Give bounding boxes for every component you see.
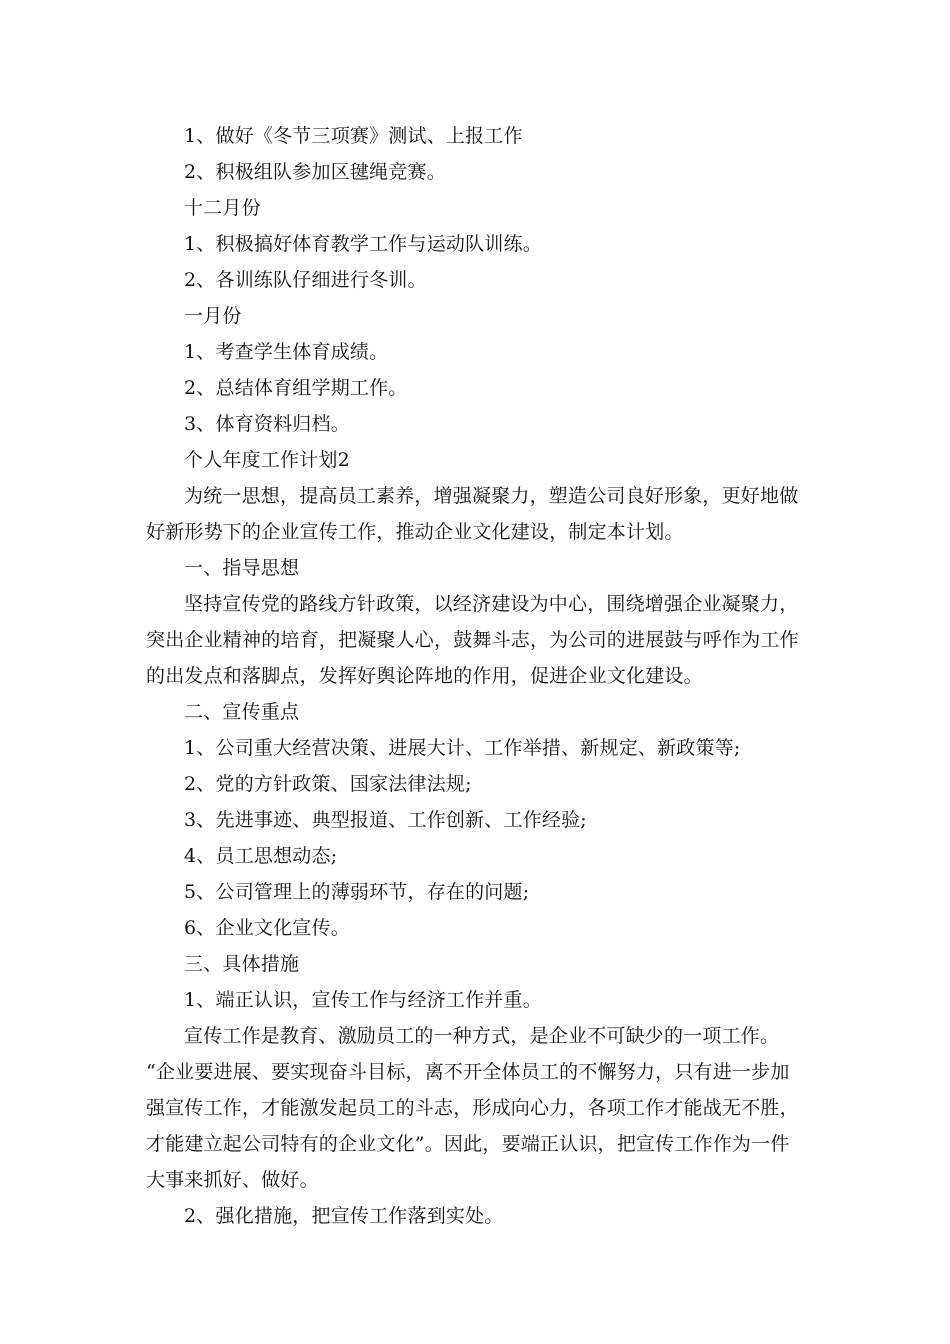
- guiding-thought-paragraph: [146, 586, 804, 694]
- list-item: 6、企业文化宣传。: [184, 917, 350, 939]
- paragraph-line: 坚持宣传党的路线方针政策，以经济建设为中心，围绕增强企业凝聚力，: [184, 593, 799, 615]
- list-item: 2、党的方针政策、国家法律法规;: [184, 773, 472, 795]
- section-heading: 一、指导思想: [184, 557, 300, 579]
- list-item: 1、端正认识，宣传工作与经济工作并重。: [184, 989, 542, 1011]
- paragraph-line: 宣传工作是教育、激励员工的一种方式，是企业不可缺少的一项工作。: [184, 1025, 780, 1047]
- paragraph-line: 大事来抓好、做好。: [146, 1169, 319, 1191]
- measures-paragraph: [146, 1018, 804, 1198]
- section-heading: 三、具体措施: [184, 953, 300, 975]
- paragraph-line: 突出企业精神的培育，把凝聚人心，鼓舞斗志，为公司的进展鼓与呼作为工作: [146, 629, 799, 651]
- plan-item: 2、积极组队参加区毽绳竞赛。: [184, 161, 446, 183]
- paragraph-line: 才能建立起公司特有的企业文化”。因此，要端正认识，把宣传工作作为一件: [146, 1133, 790, 1155]
- plan-item: 2、各训练队仔细进行冬训。: [184, 269, 427, 291]
- paragraph-line: 强宣传工作，才能激发起员工的斗志，形成向心力，各项工作才能战无不胜，: [146, 1097, 799, 1119]
- section-heading: 二、宣传重点: [184, 701, 300, 723]
- plan-item: 1、积极搞好体育教学工作与运动队训练。: [184, 233, 542, 255]
- paragraph-line: “企业要进展、要实现奋斗目标，离不开全体员工的不懈努力，只有进一步加: [146, 1061, 790, 1083]
- paragraph-line: 的出发点和落脚点，发挥好舆论阵地的作用，促进企业文化建设。: [146, 665, 703, 687]
- paragraph-line: 为统一思想，提高员工素养，增强凝聚力，塑造公司良好形象，更好地做: [184, 485, 799, 507]
- list-item: 1、公司重大经营决策、进展大计、工作举措、新规定、新政策等;: [184, 737, 741, 759]
- month-heading: 十二月份: [184, 197, 261, 219]
- list-item: 3、先进事迹、典型报道、工作创新、工作经验;: [184, 809, 587, 831]
- intro-paragraph: [146, 478, 804, 550]
- plan-title: 个人年度工作计划2: [184, 449, 350, 471]
- plan-item: 2、总结体育组学期工作。: [184, 377, 408, 399]
- list-item: 5、公司管理上的薄弱环节，存在的问题;: [184, 881, 530, 903]
- plan-item: 1、做好《冬节三项赛》测试、上报工作: [184, 125, 523, 147]
- list-item: 4、员工思想动态;: [184, 845, 338, 867]
- list-item: 2、强化措施，把宣传工作落到实处。: [184, 1205, 504, 1227]
- paragraph-line: 好新形势下的企业宣传工作，推动企业文化建设，制定本计划。: [146, 521, 684, 543]
- plan-item: 3、体育资料归档。: [184, 413, 350, 435]
- document-body: [146, 118, 804, 1234]
- plan-item: 1、考查学生体育成绩。: [184, 341, 389, 363]
- month-heading: 一月份: [184, 305, 242, 327]
